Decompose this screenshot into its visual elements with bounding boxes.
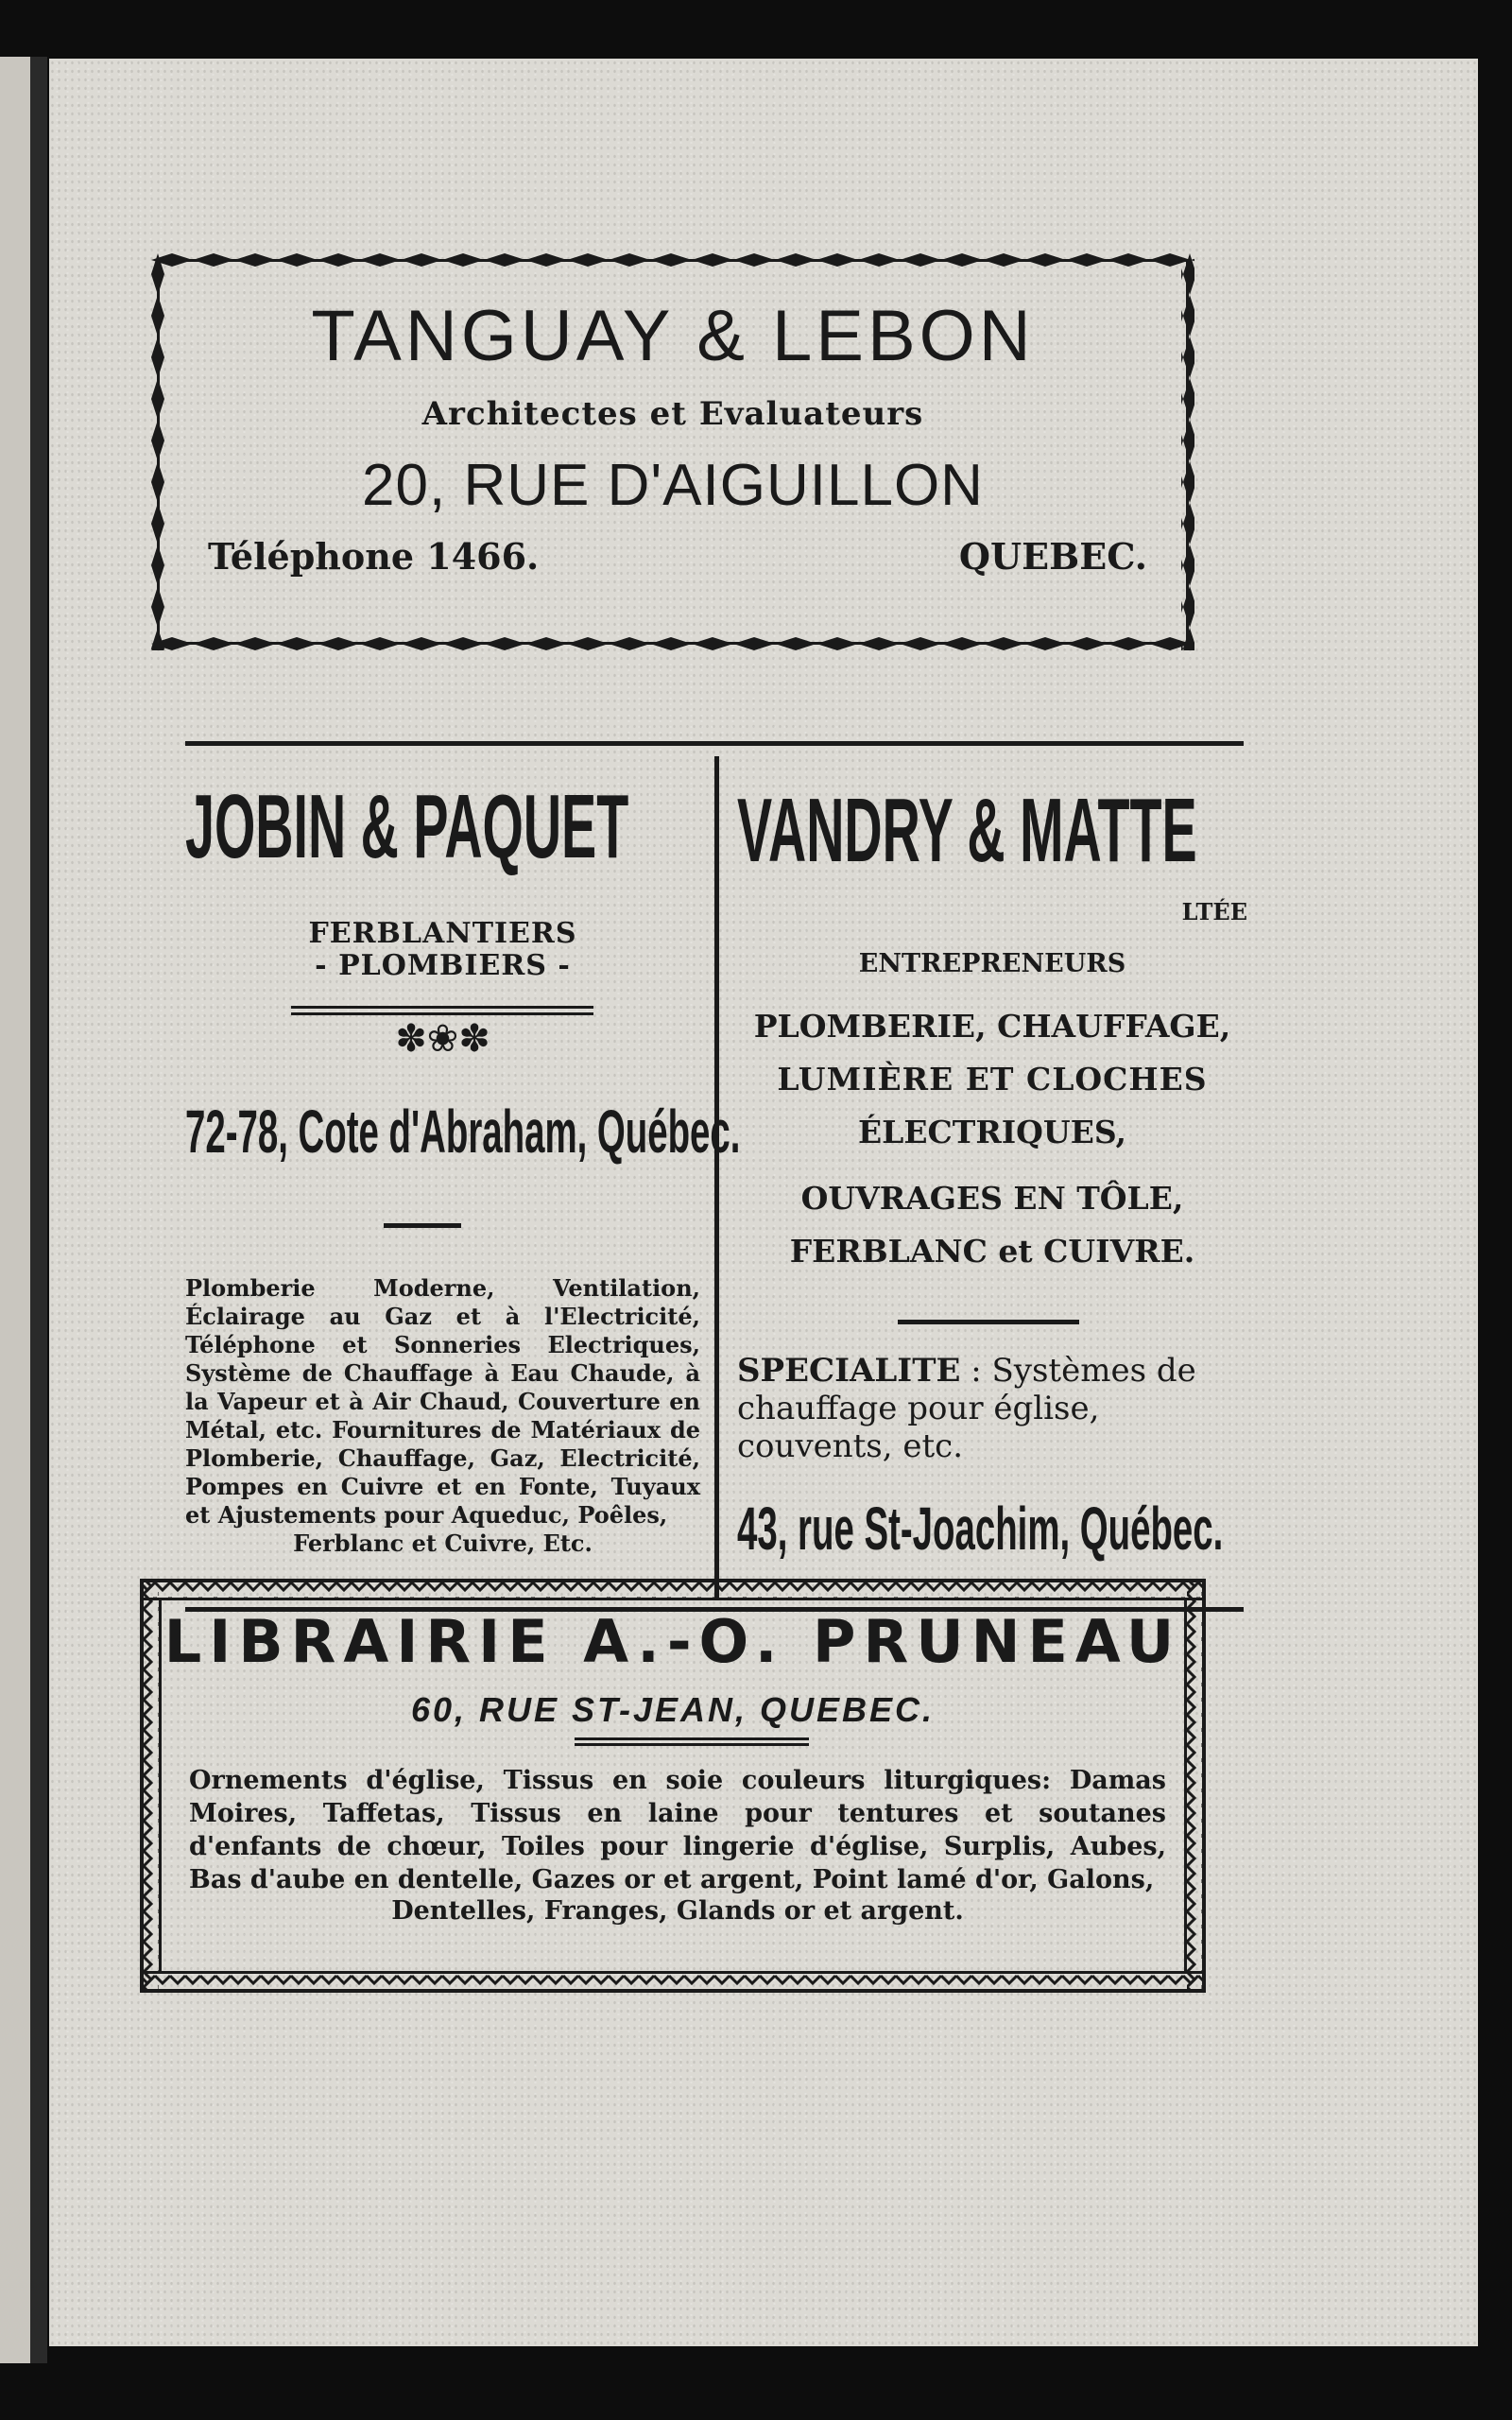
ad-description-last-line: Dentelles, Franges, Glands or et argent. <box>391 1896 964 1926</box>
address-underline-double <box>575 1743 809 1746</box>
ad-title: VANDRY & MATTE <box>737 780 1197 881</box>
ad-services-line2: LUMIÈRE ET CLOCHES <box>777 1061 1208 1098</box>
ad-vandry-matte <box>737 775 1247 1598</box>
specialty-text: : Systèmes de chauffage pour église, couvents, etc. <box>737 1352 1196 1465</box>
divider-top <box>185 741 1244 746</box>
ad-services-line1: PLOMBERIE, CHAUFFAGE, <box>753 1008 1231 1045</box>
short-rule <box>898 1320 1079 1324</box>
ad-address: 60, RUE ST-JEAN, QUEBEC. <box>410 1690 936 1729</box>
divider-vertical <box>714 756 719 1599</box>
ad-tanguay-lebon <box>151 253 1194 650</box>
ad-trade-line2: - PLOMBIERS - <box>315 949 571 982</box>
ad-title: LIBRAIRIE A.-O. PRUNEAU <box>163 1607 1182 1676</box>
ad-works-line1: OUVRAGES EN TÔLE, <box>800 1180 1184 1217</box>
address-underline <box>575 1737 809 1740</box>
ad-city: QUEBEC. <box>958 535 1147 578</box>
ad-title: TANGUAY & LEBON <box>311 296 1035 376</box>
ad-suffix: LTÉE <box>1181 898 1247 925</box>
trade-underline <box>291 1006 593 1009</box>
ad-librairie-pruneau <box>140 1579 1206 1993</box>
short-rule <box>384 1223 461 1228</box>
ad-jobin-paquet <box>185 775 741 1598</box>
ad-trade-line1: FERBLANTIERS <box>308 917 577 950</box>
ad-title: JOBIN & PAQUET <box>185 776 629 877</box>
ad-services-line3: ÉLECTRIQUES, <box>857 1114 1126 1150</box>
fleuron-ornament-icon: ✽❀✽ <box>395 1017 490 1061</box>
trade-underline-double <box>291 1012 593 1015</box>
ad-description-last-line: Ferblanc et Cuivre, Etc. <box>293 1530 593 1557</box>
ad-profession: Architectes et Evaluateurs <box>421 395 924 433</box>
ad-description: Ornements d'église, Tissus en soie couleurs liturgiques: Damas Moires, Taffetas, Tissus en laine pour tentures et soutanes d'enfants de chœur, Toiles pour lingerie d'église, Surplis, Aubes, Bas d'aube en dentelle, Gazes or et argent, Point lamé d'or, Galons, <box>189 1766 1166 1894</box>
ad-description: Plomberie Moderne, Ventilation, Éclairage au Gaz et à l'Electricité, Téléphone et Sonneries Electriques, Système de Chauffage à Eau Chaude, à la Vapeur et à Air Chaud, Couverture en Métal, etc. Fournitures de Matériaux de Plomberie, Chauffage, Gaz, Electricité, Pompes en Cuivre et en Fonte, Tuyaux et Ajustements pour Aqueduc, Poêles, <box>185 1274 700 1529</box>
ad-address: 20, RUE D'AIGUILLON <box>362 453 984 518</box>
ad-role: ENTREPRENEURS <box>858 949 1126 978</box>
ad-specialty <box>737 1352 1247 1465</box>
binding-shadow <box>30 57 47 2363</box>
ad-works-line2: FERBLANC et CUIVRE. <box>789 1233 1195 1270</box>
specialty-label: SPECIALITE <box>737 1352 961 1390</box>
ad-address: 72-78, Cote d'Abraham, Québec. <box>185 1098 741 1166</box>
ad-address: 43, rue St-Joachim, Québec. <box>737 1495 1224 1563</box>
ad-telephone: Téléphone 1466. <box>208 535 540 578</box>
